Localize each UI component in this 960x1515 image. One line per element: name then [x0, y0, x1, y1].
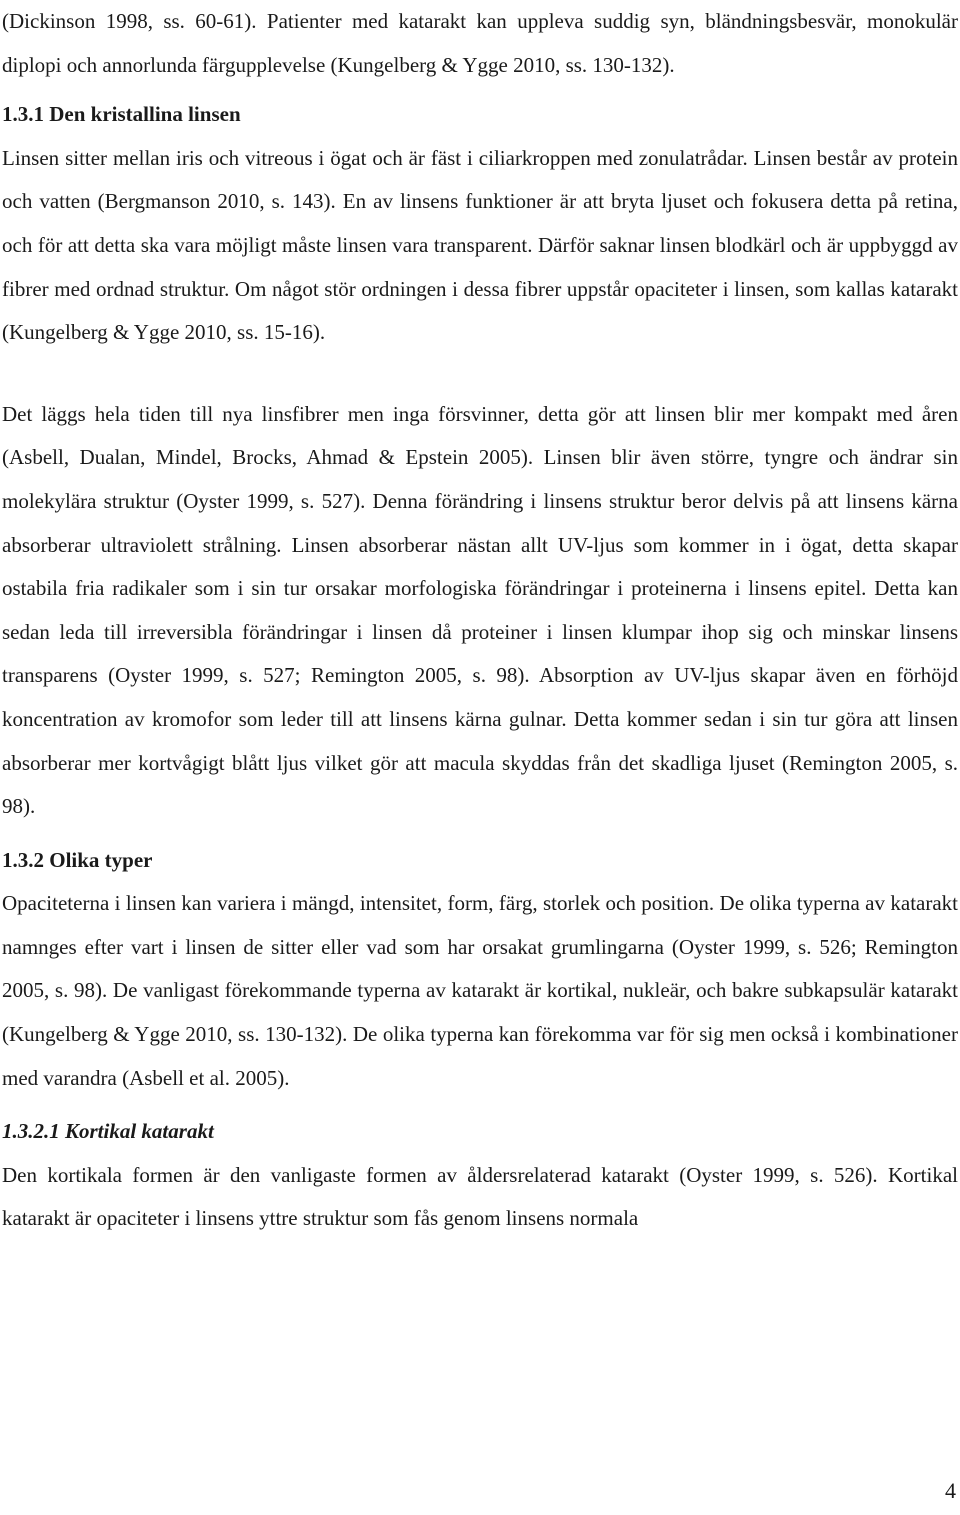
- paragraph-intro: (Dickinson 1998, ss. 60-61). Patienter med katarakt kan uppleva suddig syn, bländningsbesvär, monokulär diplopi och annorlunda färgupplevelse (Kungelberg & Ygge 2010, ss. 130-132).: [2, 9, 958, 77]
- page-number: 4: [945, 1478, 956, 1503]
- paragraph-cortical-cataract: Den kortikala formen är den vanligaste formen av åldersrelaterad katarakt (Oyster 1999, s. 526). Kortikal katarakt är opaciteter i linsens yttre struktur som fås genom linsens normala: [2, 1162, 958, 1231]
- paragraph-crystalline-lens: Linsen sitter mellan iris och vitreous i ögat och är fäst i ciliarkroppen med zonulatrådar. Linsen består av protein och vatten (Bergmanson 2010, s. 143). En av linsens funktioner är att bryta ljuset och fokusera detta på retina, och för att detta ska vara möjligt måste linsen vara transparent. Därför saknar linsen blodkärl och är uppbyggd av fibrer med ordnad struktur. Om något stör ordningen i dessa fibrer uppstår opaciteter i linsen, som kallas katarakt (Kungelberg & Ygge 2010, ss. 15-16).: [2, 145, 958, 345]
- heading-1-3-2-1: 1.3.2.1 Kortikal katarakt: [2, 1119, 214, 1144]
- paragraph-types: Opaciteterna i linsen kan variera i mängd, intensitet, form, färg, storlek och position. De olika typerna av katarakt namnges efter vart i linsen de sitter eller vad som har orsakat grumlingarna (Oyster 1999, s. 526; Remington 2005, s. 98). De vanligast förekommande typerna av katarakt är kortikal, nukleär, och bakre subkapsulär katarakt (Kungelberg & Ygge 2010, ss. 130-132). De olika typerna kan förekomma var för sig men också i kombinationer med varandra (Asbell et al. 2005).: [2, 891, 958, 1090]
- spacer: [2, 1100, 958, 1110]
- spacer: [2, 829, 958, 839]
- heading-1-3-1: 1.3.1 Den kristallina linsen: [2, 102, 241, 127]
- spacer: [2, 355, 958, 393]
- paragraph-lens-growth: Det läggs hela tiden till nya linsfibrer men inga försvinner, detta gör att linsen blir mer kompakt med åren (Asbell, Dualan, Mindel, Brocks, Ahmad & Epstein 2005). Linsen blir även större, tyngre och ändrar sin molekylära struktur (Oyster 1999, s. 527). Denna förändring i linsens struktur beror delvis på att linsens kärna absorberar ultraviolett strålning. Linsen absorberar nästan allt UV-ljus som kommer in i ögat, detta skapar ostabila fria radikaler som i sin tur orsakar morfologiska förändringar i proteinerna i linsens epitel. Detta kan sedan leda till irreversibla förändringar i linsen då proteiner i linsen klumpar ihop sig och minskar linsens transparens (Oyster 1999, s. 527; Remington 2005, s. 98). Absorption av UV-ljus skapar även en förhöjd koncentration av kromofor som leder till att linsens kärna gulnar. Detta kommer sedan i sin tur göra att linsen absorberar mer kortvågigt blått ljus vilket gör att macula skyddas från det skadliga ljuset (Remington 2005, s. 98).: [2, 401, 958, 819]
- heading-1-3-2: 1.3.2 Olika typer: [2, 847, 153, 872]
